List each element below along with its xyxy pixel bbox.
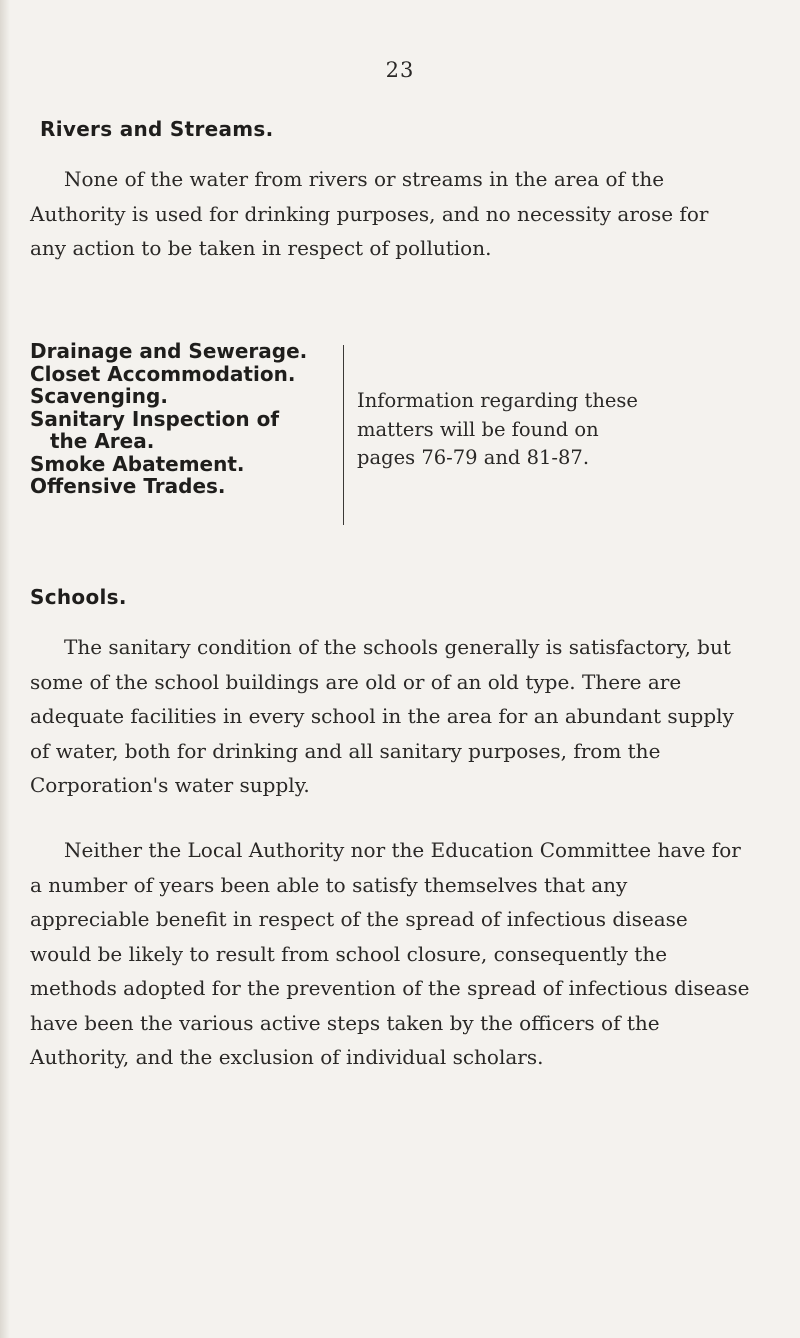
page-edge-shadow — [0, 0, 10, 1338]
rivers-paragraph: None of the water from rivers or streams in the area of the Authority is used for drinking purposes, and no necessity arose for any action to be taken in respect of pollution. — [30, 167, 709, 260]
services-item: Closet Accommodation. — [30, 361, 296, 386]
services-item: Smoke Abatement. — [30, 451, 245, 476]
services-note-line: pages 76-79 and 81-87. — [357, 446, 590, 469]
services-item: Offensive Trades. — [30, 474, 226, 498]
rivers-heading: Rivers and Streams. — [40, 117, 274, 141]
services-note-line: Information regarding these — [357, 389, 638, 412]
services-item: Sanitary Inspection of — [30, 406, 280, 431]
services-note — [357, 387, 787, 473]
services-item: Scavenging. — [30, 384, 168, 408]
services-list — [30, 340, 330, 498]
services-item: the Area. — [50, 429, 155, 453]
schools-paragraph: The sanitary condition of the schools generally is satisfactory, but some of the school buildings are old or of an old type. There are adequate facilities in every school in the area for an abundant supply of water, both for drinking and all sanitary purposes, from the Corporation's water supply. — [30, 635, 734, 797]
page-number: 23 — [385, 58, 415, 82]
schools-heading: Schools. — [30, 585, 127, 609]
schools-paragraph: Neither the Local Authority nor the Education Committee have for a number of years been able to satisfy themselves that any appreciable benefit in respect of the spread of infectious disease would be likely to result from school closure, consequently the methods adopted for the prevention of the spread of infectious disease have been the various active steps taken by the officers of the Authority, and the exclusion of individual scholars. — [30, 838, 750, 1069]
grouping-bracket — [343, 345, 344, 525]
services-note-line: matters will be found on — [357, 417, 599, 441]
services-item: Drainage and Sewerage. — [30, 339, 308, 363]
